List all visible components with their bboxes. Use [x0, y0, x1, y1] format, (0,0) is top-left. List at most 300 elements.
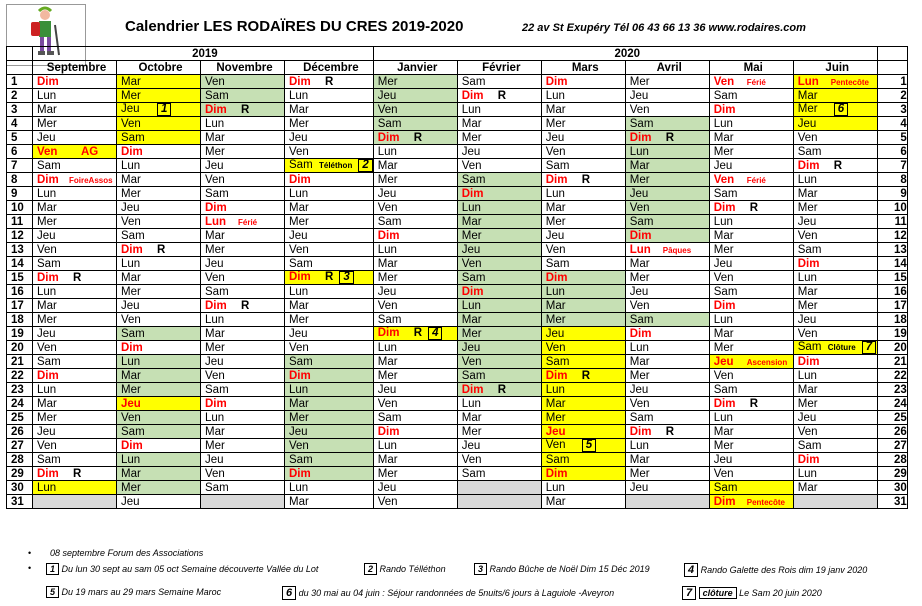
weekday: Mar	[545, 397, 566, 410]
weekday: Mer	[37, 313, 57, 326]
weekday: Jeu	[121, 397, 141, 410]
year-2019: 2019	[33, 47, 374, 61]
event-badge: 6	[834, 103, 848, 116]
day-cell	[457, 383, 541, 397]
weekday: Sam	[461, 173, 486, 186]
day-cell	[709, 117, 793, 131]
day-number: 2	[877, 89, 907, 103]
weekday: Mar	[121, 75, 141, 88]
day-number: 15	[877, 271, 907, 285]
day-cell	[625, 145, 709, 159]
weekday: Lun	[629, 439, 649, 452]
weekday: Mer	[289, 411, 309, 424]
calendar-row	[7, 313, 908, 327]
day-cell	[709, 131, 793, 145]
day-cell	[625, 201, 709, 215]
day-cell	[793, 411, 877, 425]
weekday: Mar	[797, 383, 818, 396]
day-cell	[201, 481, 285, 495]
weekday: Sam	[121, 327, 145, 340]
weekday: Ven	[205, 173, 225, 186]
day-cell	[373, 117, 457, 131]
holiday-note: Férié	[746, 175, 766, 185]
day-cell	[457, 369, 541, 383]
day-cell	[793, 187, 877, 201]
day-number: 30	[7, 481, 33, 495]
rando-mark: R	[497, 89, 507, 102]
day-cell	[285, 397, 374, 411]
day-cell	[709, 299, 793, 313]
calendar-table	[6, 46, 908, 509]
day-number: 24	[877, 397, 907, 411]
day-cell	[285, 411, 374, 425]
weekday: Ven	[797, 229, 818, 242]
weekday: Mer	[121, 89, 141, 102]
day-cell	[793, 397, 877, 411]
day-cell	[285, 201, 374, 215]
day-cell	[709, 453, 793, 467]
day-cell	[33, 313, 117, 327]
day-cell	[541, 201, 625, 215]
weekday: Mar	[629, 355, 650, 368]
day-cell	[709, 257, 793, 271]
weekday: Dim	[545, 369, 568, 382]
day-cell	[33, 117, 117, 131]
weekday: Mar	[377, 257, 398, 270]
month-row	[7, 61, 908, 75]
day-cell	[541, 131, 625, 145]
weekday: Mar	[377, 159, 398, 172]
day-cell	[541, 159, 625, 173]
day-cell	[625, 103, 709, 117]
weekday: Mar	[629, 453, 650, 466]
weekday: Jeu	[713, 257, 733, 270]
day-cell	[285, 327, 374, 341]
weekday: Sam	[289, 355, 313, 368]
rando-mark: R	[241, 103, 250, 116]
rando-mark: R	[413, 131, 423, 144]
day-cell	[793, 453, 877, 467]
calendar-row	[7, 131, 908, 145]
weekday: Dim	[545, 467, 568, 480]
weekday: Dim	[713, 103, 736, 116]
day-cell	[285, 215, 374, 229]
day-cell	[117, 75, 201, 89]
calendar-row	[7, 467, 908, 481]
day-cell	[373, 313, 457, 327]
weekday: Ven	[121, 411, 141, 424]
day-cell	[541, 257, 625, 271]
weekday: Ven	[629, 397, 650, 410]
weekday: Jeu	[545, 327, 565, 340]
day-cell	[457, 313, 541, 327]
day-cell	[457, 299, 541, 313]
weekday: Sam	[377, 411, 402, 424]
calendar-row	[7, 215, 908, 229]
weekday: Jeu	[461, 439, 481, 452]
weekday: Dim	[461, 187, 484, 200]
day-cell	[33, 173, 117, 187]
day-cell	[33, 145, 117, 159]
weekday: Mer	[461, 327, 482, 340]
day-cell	[201, 383, 285, 397]
weekday: Sam	[713, 383, 738, 396]
weekday: Dim	[797, 453, 820, 466]
weekday: Jeu	[289, 327, 308, 340]
day-cell	[33, 215, 117, 229]
day-cell	[709, 495, 793, 509]
day-cell	[33, 103, 117, 117]
day-number: 4	[877, 117, 907, 131]
day-cell	[793, 131, 877, 145]
day-cell	[201, 173, 285, 187]
day-cell	[541, 271, 625, 285]
day-cell	[793, 243, 877, 257]
weekday: Jeu	[797, 313, 817, 326]
holiday-note: Pentecôte	[830, 77, 869, 87]
day-cell	[541, 425, 625, 439]
weekday: Lun	[121, 159, 141, 172]
weekday: Dim	[461, 285, 484, 298]
day-cell	[285, 355, 374, 369]
weekday: Dim	[713, 397, 736, 410]
day-cell	[709, 187, 793, 201]
weekday: Dim	[377, 425, 400, 438]
day-cell	[117, 411, 201, 425]
day-cell	[373, 467, 457, 481]
day-cell	[793, 495, 877, 509]
corner-cell	[7, 47, 33, 61]
day-cell	[285, 369, 374, 383]
weekday: Sam	[797, 243, 822, 256]
weekday: Mar	[461, 215, 482, 228]
weekday: Lun	[289, 89, 309, 102]
weekday: Ven	[289, 145, 309, 158]
day-cell	[709, 229, 793, 243]
day-cell	[793, 215, 877, 229]
day-number: 8	[7, 173, 33, 187]
weekday: Ven	[629, 103, 650, 116]
day-number: 29	[877, 467, 907, 481]
weekday: Mar	[713, 425, 734, 438]
day-number: 13	[877, 243, 907, 257]
day-cell	[709, 327, 793, 341]
weekday: Mer	[713, 243, 734, 256]
day-cell	[201, 369, 285, 383]
day-cell	[201, 75, 285, 89]
day-cell	[285, 131, 374, 145]
day-number: 31	[7, 495, 33, 509]
weekday: Sam	[797, 439, 822, 452]
weekday: Dim	[377, 229, 400, 242]
day-cell	[793, 355, 877, 369]
day-cell	[373, 187, 457, 201]
day-number: 3	[877, 103, 907, 117]
day-cell	[457, 411, 541, 425]
weekday: Jeu	[545, 425, 566, 438]
weekday: Lun	[289, 285, 309, 298]
weekday: Mar	[37, 201, 57, 214]
weekday: Dim	[713, 495, 736, 508]
weekday: Lun	[461, 201, 481, 214]
day-cell	[457, 103, 541, 117]
weekday: Ven	[205, 467, 225, 480]
weekday: Ven	[629, 299, 650, 312]
day-cell	[625, 397, 709, 411]
weekday: Ven	[377, 201, 398, 214]
calendar-row	[7, 495, 908, 509]
day-cell	[793, 481, 877, 495]
day-cell	[625, 117, 709, 131]
day-cell	[541, 495, 625, 509]
weekday: Sam	[121, 131, 145, 144]
day-number: 31	[877, 495, 907, 509]
weekday: Jeu	[545, 229, 565, 242]
day-cell	[541, 481, 625, 495]
day-cell	[793, 341, 877, 355]
day-number: 25	[7, 411, 33, 425]
day-cell	[541, 397, 625, 411]
day-cell	[201, 313, 285, 327]
day-cell	[201, 327, 285, 341]
calendar-row	[7, 243, 908, 257]
day-cell	[117, 271, 201, 285]
weekday: Sam	[713, 481, 738, 494]
weekday: Mar	[461, 411, 482, 424]
weekday: Lun	[461, 103, 481, 116]
weekday: Ven	[713, 369, 734, 382]
weekday: Lun	[545, 383, 565, 396]
day-cell	[541, 369, 625, 383]
day-cell	[33, 369, 117, 383]
weekday: Sam	[545, 453, 570, 466]
weekday: Dim	[545, 75, 568, 88]
weekday: Jeu	[797, 117, 817, 130]
day-cell	[373, 495, 457, 509]
day-cell	[117, 229, 201, 243]
weekday: Lun	[713, 215, 733, 228]
weekday: Mer	[545, 117, 566, 130]
weekday: Sam	[797, 145, 822, 158]
day-cell	[541, 243, 625, 257]
weekday: Mar	[289, 103, 309, 116]
day-cell	[457, 229, 541, 243]
day-cell	[33, 187, 117, 201]
day-cell	[33, 299, 117, 313]
weekday: Mer	[629, 467, 650, 480]
day-cell	[709, 355, 793, 369]
day-cell	[201, 411, 285, 425]
day-cell	[285, 89, 374, 103]
day-cell	[457, 75, 541, 89]
weekday: Jeu	[205, 159, 224, 172]
weekday: Jeu	[461, 243, 481, 256]
day-number: 30	[877, 481, 907, 495]
month-header: Avril	[625, 61, 709, 75]
weekday: Lun	[797, 75, 819, 88]
day-number: 1	[7, 75, 33, 89]
day-cell	[709, 201, 793, 215]
day-cell	[373, 75, 457, 89]
calendar-row	[7, 369, 908, 383]
weekday: Mar	[713, 131, 734, 144]
day-cell	[373, 439, 457, 453]
day-cell	[457, 257, 541, 271]
day-number: 4	[7, 117, 33, 131]
day-cell	[285, 243, 374, 257]
day-cell	[33, 201, 117, 215]
weekday: Mer	[797, 103, 818, 115]
day-cell	[373, 355, 457, 369]
weekday: Mer	[629, 173, 650, 186]
day-cell	[793, 425, 877, 439]
day-cell	[117, 453, 201, 467]
day-cell	[373, 257, 457, 271]
weekday: Mar	[545, 201, 566, 214]
day-cell	[117, 103, 201, 117]
weekday: Ven	[713, 467, 734, 480]
weekday: Mar	[461, 117, 482, 130]
weekday: Jeu	[289, 229, 308, 242]
weekday: Jeu	[629, 481, 649, 494]
day-cell	[33, 355, 117, 369]
calendar-row	[7, 257, 908, 271]
day-cell	[709, 439, 793, 453]
day-number: 26	[7, 425, 33, 439]
weekday: Ven	[377, 397, 398, 410]
day-cell	[373, 369, 457, 383]
weekday: Lun	[37, 285, 57, 298]
weekday: Mar	[713, 229, 734, 242]
day-cell	[201, 159, 285, 173]
weekday: Jeu	[377, 89, 397, 102]
weekday: Sam	[37, 355, 61, 368]
weekday: Dim	[629, 131, 652, 144]
day-cell	[117, 355, 201, 369]
day-number: 20	[7, 341, 33, 355]
day-cell	[201, 257, 285, 271]
calendar-row	[7, 89, 908, 103]
day-number: 5	[7, 131, 33, 145]
weekday: Mar	[377, 355, 398, 368]
day-number: 11	[7, 215, 33, 229]
weekday: Jeu	[461, 145, 481, 158]
calendar-row	[7, 327, 908, 341]
weekday: Lun	[629, 341, 649, 354]
day-cell	[117, 145, 201, 159]
weekday: Ven	[289, 341, 309, 354]
day-cell	[33, 439, 117, 453]
weekday: Dim	[545, 271, 568, 284]
weekday: Sam	[121, 229, 145, 242]
weekday: Lun	[629, 243, 651, 256]
day-cell	[457, 159, 541, 173]
weekday: Lun	[797, 173, 817, 186]
day-cell	[709, 271, 793, 285]
weekday: Mar	[37, 299, 57, 312]
weekday: Ven	[545, 145, 566, 158]
weekday: Mar	[545, 299, 566, 312]
rando-mark: R	[497, 383, 507, 396]
day-cell	[117, 201, 201, 215]
weekday: Mar	[713, 327, 734, 340]
day-cell	[793, 103, 877, 117]
weekday: Dim	[289, 173, 311, 186]
weekday: Jeu	[377, 285, 397, 298]
weekday: Mer	[377, 271, 398, 284]
day-number: 14	[877, 257, 907, 271]
day-cell	[373, 131, 457, 145]
day-cell	[117, 481, 201, 495]
day-cell	[33, 495, 117, 509]
day-cell	[793, 439, 877, 453]
weekday: Ven	[37, 145, 58, 158]
day-cell	[373, 411, 457, 425]
weekday: Dim	[37, 467, 59, 480]
day-cell	[709, 313, 793, 327]
rando-mark: R	[413, 327, 423, 339]
day-cell	[709, 411, 793, 425]
weekday: Lun	[121, 453, 141, 466]
day-cell	[201, 131, 285, 145]
day-cell	[625, 439, 709, 453]
weekday: Sam	[629, 411, 654, 424]
weekday: Mar	[121, 173, 141, 186]
day-number: 25	[877, 411, 907, 425]
weekday: Dim	[121, 145, 143, 158]
day-cell	[541, 453, 625, 467]
weekday: Jeu	[205, 453, 224, 466]
day-cell	[709, 89, 793, 103]
weekday: Mer	[545, 215, 566, 228]
weekday: Dim	[121, 439, 143, 452]
day-number: 21	[7, 355, 33, 369]
weekday: Ven	[713, 173, 735, 186]
day-number: 14	[7, 257, 33, 271]
weekday: Mar	[205, 327, 225, 340]
day-cell	[373, 397, 457, 411]
holiday-note: Pâques	[662, 245, 692, 255]
weekday: Dim	[461, 383, 484, 396]
day-cell	[709, 285, 793, 299]
day-cell	[457, 173, 541, 187]
day-cell	[793, 327, 877, 341]
day-cell	[373, 453, 457, 467]
day-number: 3	[7, 103, 33, 117]
weekday: Mar	[797, 89, 818, 102]
rando-mark: R	[749, 201, 759, 214]
day-number: 24	[7, 397, 33, 411]
weekday: Lun	[37, 481, 57, 494]
day-cell	[457, 201, 541, 215]
calendar-row	[7, 75, 908, 89]
day-cell	[625, 383, 709, 397]
day-cell	[793, 271, 877, 285]
day-cell	[457, 131, 541, 145]
weekday: Sam	[377, 117, 402, 130]
weekday: Sam	[461, 75, 486, 88]
weekday: Sam	[289, 257, 313, 270]
day-cell	[285, 75, 374, 89]
weekday: Ven	[797, 327, 818, 340]
day-number: 1	[877, 75, 907, 89]
weekday: Mar	[797, 285, 818, 298]
ag-mark: AG	[81, 145, 99, 158]
weekday: Mer	[713, 439, 734, 452]
day-number: 6	[7, 145, 33, 159]
day-cell	[457, 495, 541, 509]
day-cell	[117, 117, 201, 131]
